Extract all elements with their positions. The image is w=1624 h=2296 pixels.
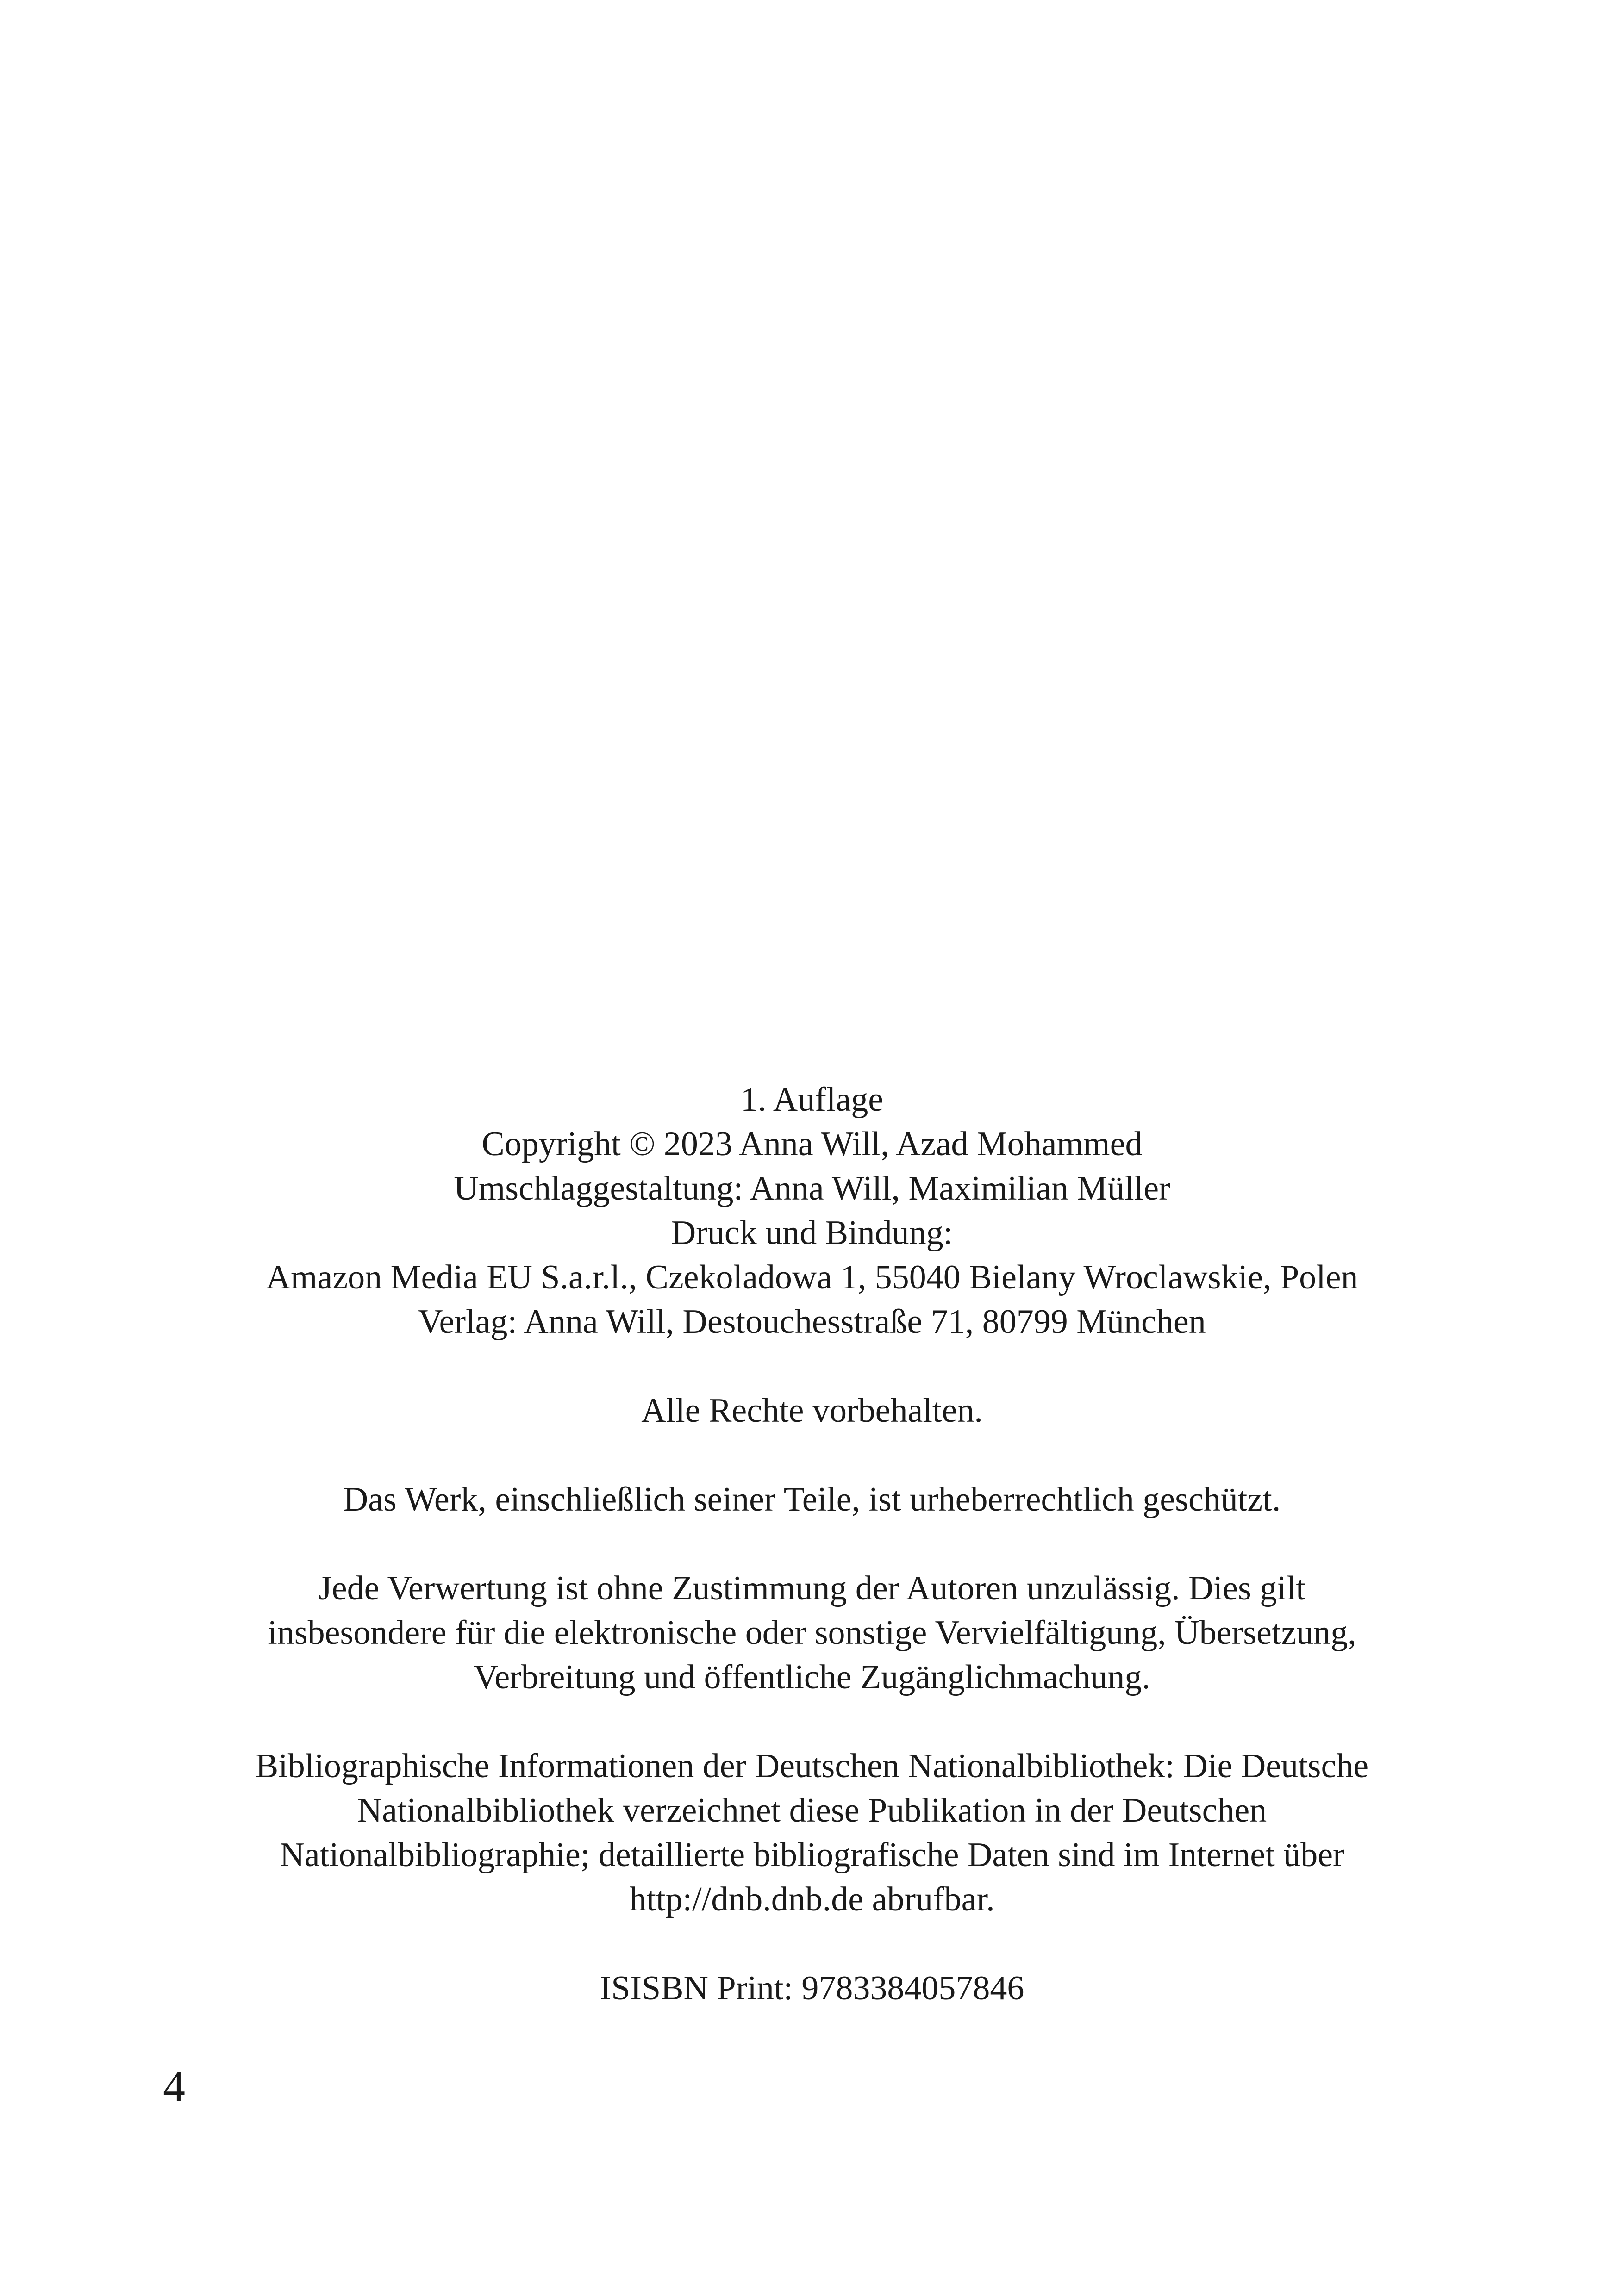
copyright-line: Copyright © 2023 Anna Will, Azad Mohammed: [481, 1125, 1143, 1163]
bibliography-line: Nationalbibliothek verzeichnet diese Publikation in der Deutschen: [357, 1792, 1267, 1829]
cover-design-line: Umschlaggestaltung: Anna Will, Maximilian Müller: [454, 1170, 1170, 1207]
rights-notice: [0, 1388, 1624, 1433]
rights-line: Alle Rechte vorbehalten.: [641, 1392, 983, 1430]
isbn-notice: [0, 1966, 1624, 2010]
usage-line: insbesondere für die elektronische oder sonstige Vervielfältigung, Übersetzung,: [268, 1614, 1356, 1652]
copyright-protection-notice: [0, 1477, 1624, 1522]
page-number: 4: [163, 2061, 185, 2111]
edition-line: 1. Auflage: [740, 1081, 884, 1119]
protection-line: Das Werk, einschließlich seiner Teile, ist urheberrechtlich geschützt.: [343, 1481, 1281, 1518]
usage-line: Jede Verwertung ist ohne Zustimmung der Autoren unzulässig. Dies gilt: [319, 1569, 1305, 1607]
printer-line: Amazon Media EU S.a.r.l., Czekoladowa 1, 55040 Bielany Wroclawskie, Polen: [266, 1258, 1358, 1296]
bibliography-notice: [0, 1744, 1624, 1922]
imprint-section: [0, 1077, 1624, 2010]
bibliography-line: Bibliographische Informationen der Deutschen Nationalbibliothek: Die Deutsche: [255, 1747, 1369, 1785]
publisher-line: Verlag: Anna Will, Destouchesstraße 71, 80799 München: [418, 1303, 1206, 1341]
publication-details: [0, 1077, 1624, 1344]
print-heading-line: Druck und Bindung:: [671, 1214, 953, 1252]
bibliography-line: Nationalbibliographie; detaillierte bibliografische Daten sind im Internet über: [280, 1836, 1344, 1874]
usage-notice: [0, 1566, 1624, 1699]
isbn-line: ISISBN Print: 9783384057846: [600, 1969, 1024, 2007]
bibliography-line: http://dnb.dnb.de abrufbar.: [629, 1880, 995, 1918]
usage-line: Verbreitung und öffentliche Zugänglichmachung.: [474, 1658, 1150, 1696]
